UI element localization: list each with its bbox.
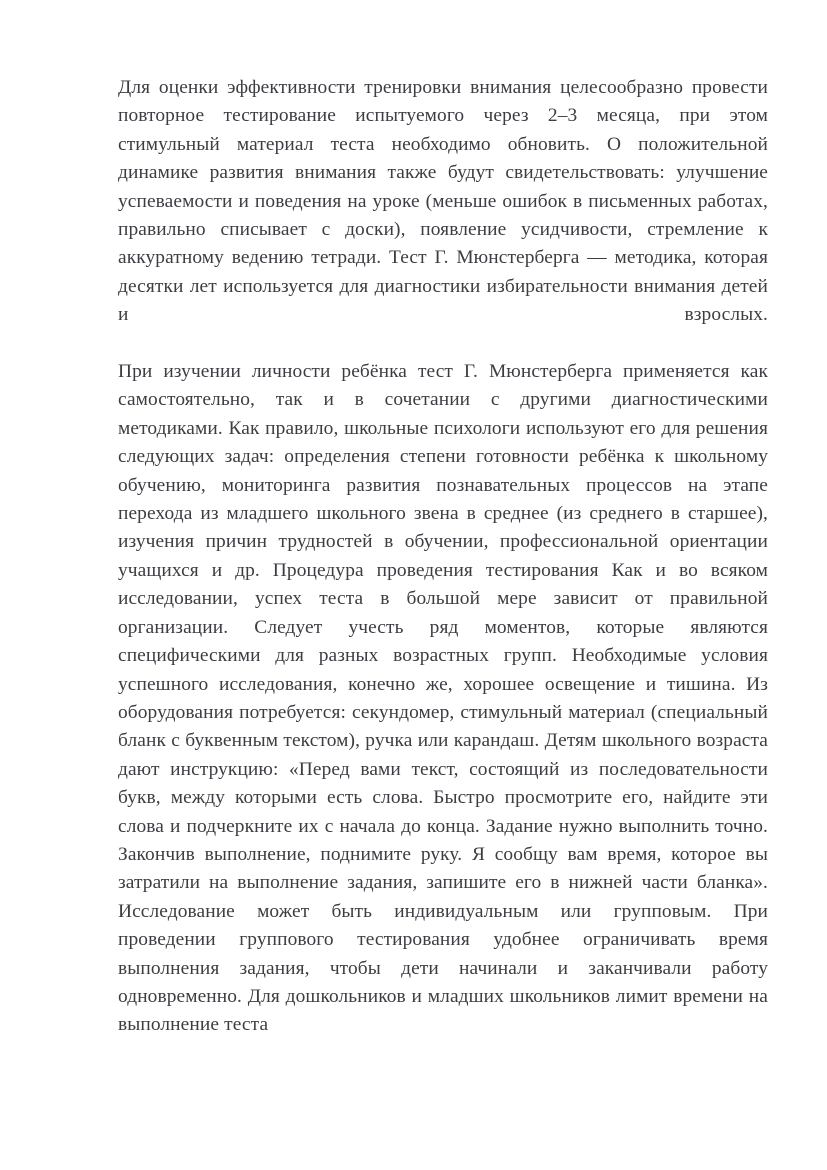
paragraph-2: При изучении личности ребёнка тест Г. Мюнстерберга применяется как самостоятельно, так и в сочетании с другими диагностическими методиками. Как правило, школьные психологи используют его для решения следующих задач: определения степени готовности ребёнка к школьному обучению, мониторинга развития познавательных процессов на этапе перехода из младшего школьного звена в среднее (из среднего в старшее), изучения причин трудностей в обучении, профессиональной ориентации учащихся и др. Процедура проведения тестирования Как и во всяком исследовании, успех теста в большой мере зависит от правильной организации. Следует учесть ряд моментов, которые являются специфическими для разных возрастных групп. Необходимые условия успешного исследования, конечно же, хорошее освещение и тишина. Из оборудования потребуется: секундомер, стимульный материал (специальный бланк с буквенным текстом), ручка или карандаш. Детям школьного возраста дают инструкцию: «Перед вами текст, состоящий из последовательности букв, между которыми есть слова. Быстро просмотрите его, найдите эти слова и подчеркните их с начала до конца. Задание нужно выполнить точно. Закончив выполнение, поднимите руку. Я сообщу вам время, которое вы затратили на выполнение задания, запишите его в нижней части бланка». Исследование может быть индивидуальным или групповым. При проведении группового тестирования удобнее ограничивать время выполнения задания, чтобы дети начинали и заканчивали работу одновременно. Для дошкольников и младших школьников лимит времени на выполнение теста [118, 361, 768, 1036]
document-text-body [118, 74, 768, 1040]
paragraph-1: Для оценки эффективности тренировки внимания целесообразно провести повторное тестирование испытуемого через 2–3 месяца, при этом стимульный материал теста необходимо обновить. О положительной динамике развития внимания также будут свидетельствовать: улучшение успеваемости и поведения на уроке (меньше ошибок в письменных работах, правильно списывает с доски), появление усидчивости, стремление к аккуратному ведению тетради. Тест Г. Мюнстерберга — методика, которая десятки лет используется для диагностики избирательности внимания детей и взрослых. [118, 77, 768, 326]
